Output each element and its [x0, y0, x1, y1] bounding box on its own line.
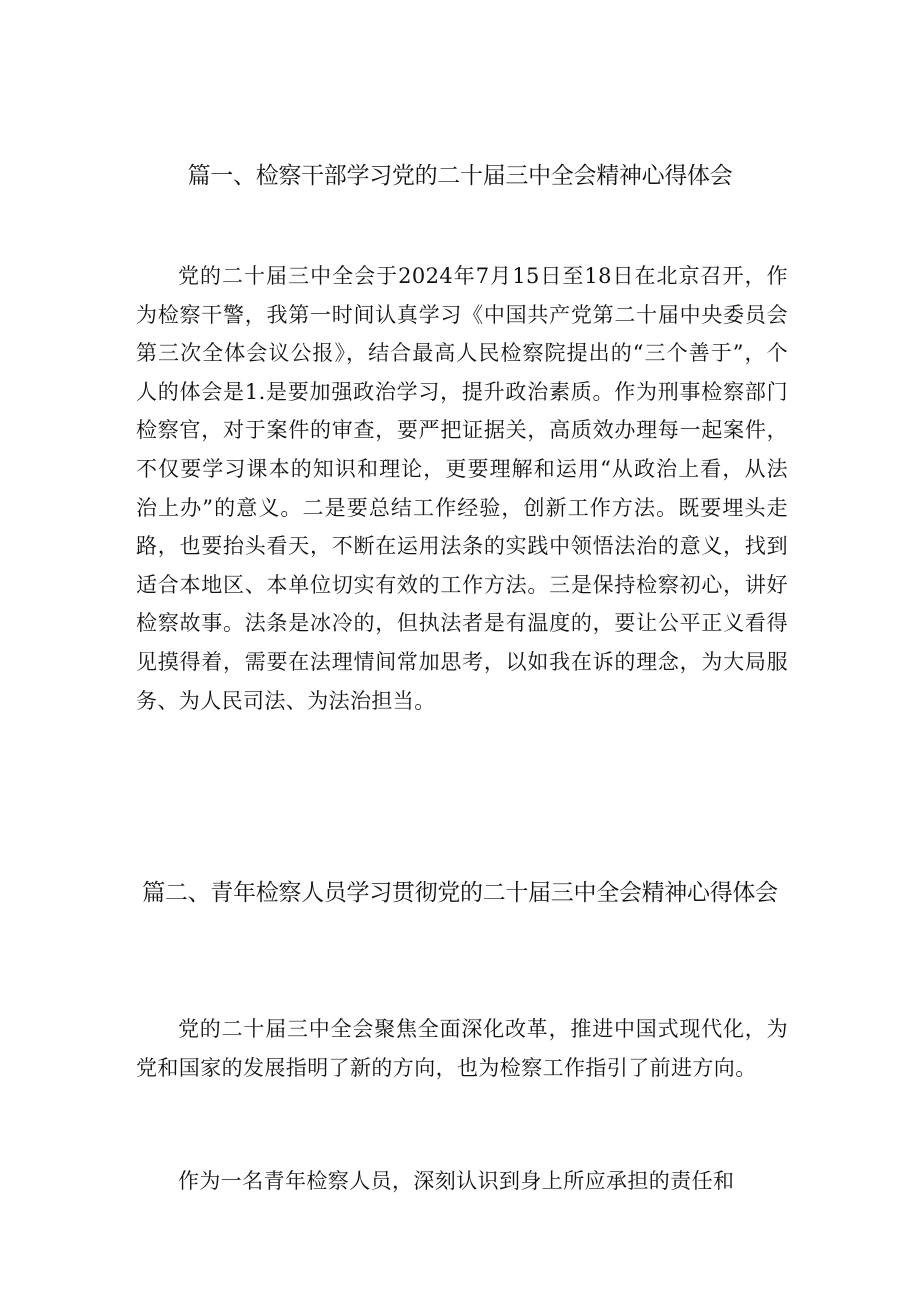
section-1-title: 篇一、检察干部学习党的二十届三中全会精神心得体会: [187, 163, 733, 189]
section-2-paragraph-1: 党的二十届三中全会聚焦全面深化改革，推进中国式现代化，为党和国家的发展指明了新的方向，也为检察工作指引了前进方向。: [136, 1017, 788, 1080]
section-1-paragraph-1: 党的二十届三中全会于2024年7月15日至18日在北京召开，作为检察干警，我第一时间认真学习《中国共产党第二十届中央委员会第三次全体会议公报》，结合最高人民检察院提出的“三个善于”，个人的体会是1.是要加强政治学习，提升政治素质。作为刑事检察部门检察官，对于案件的审查，要严把证据关，高质效办理每一起案件，不仅要学习课本的知识和理论，更要理解和运用“从政治上看，从法治上办”的意义。二是要总结工作经验，创新工作方法。既要埋头走路，也要抬头看天，不断在运用法条的实践中领悟法治的意义，找到适合本地区、本单位切实有效的工作方法。三是保持检察初心，讲好检察故事。法条是冰冷的，但执法者是有温度的，要让公平正义看得见摸得着，需要在法理情间常加思考，以如我在诉的理念，为大局服务、为人民司法、为法治担当。: [136, 264, 788, 713]
section-2-paragraph-2: 作为一名青年检察人员，深刻认识到身上所应承担的责任和: [178, 1169, 735, 1193]
section-2-title: 篇二、青年检察人员学习贯彻党的二十届三中全会精神心得体会: [142, 880, 778, 906]
